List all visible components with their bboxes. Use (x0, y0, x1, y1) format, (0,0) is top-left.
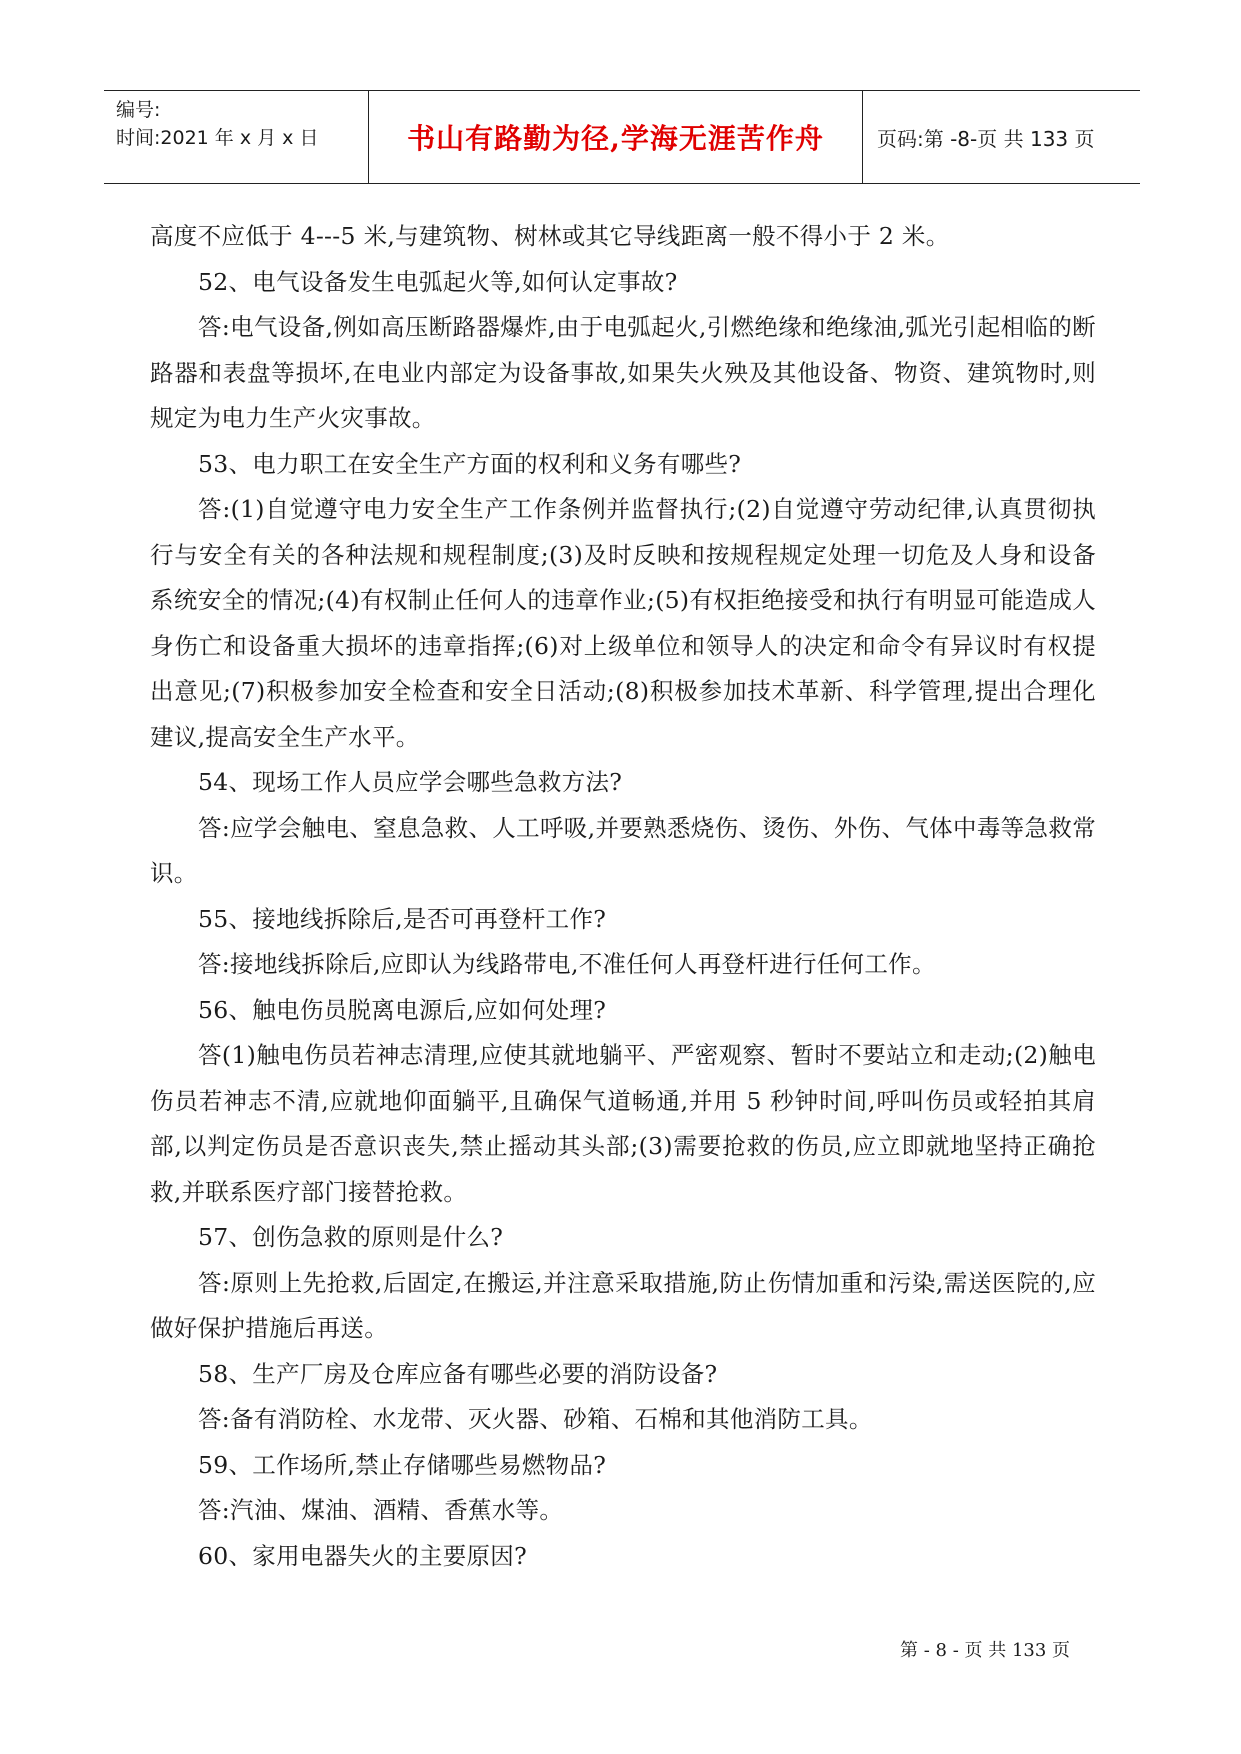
answer-53: 答:(1)自觉遵守电力安全生产工作条例并监督执行;(2)自觉遵守劳动纪律,认真贯彻执行与安全有关的各种法规和规程制度;(3)及时反映和按规程规定处理一切危及人身和设备系统安全的情况;(4)有权制止任何人的违章作业;(5)有权拒绝接受和执行有明显可能造成人身伤亡和设备重大损坏的违章指挥;(6)对上级单位和领导人的决定和命令有异议时有权提出意见;(7)积极参加安全检查和安全日活动;(8)积极参加技术革新、科学管理,提出合理化建议,提高安全生产水平。 (150, 495, 1096, 751)
question-58: 58、生产厂房及仓库应备有哪些必要的消防设备? (198, 1359, 718, 1388)
question-52: 52、电气设备发生电弧起火等,如何认定事故? (198, 267, 678, 296)
answer-57: 答:原则上先抢救,后固定,在搬运,并注意采取措施,防止伤情加重和污染,需送医院的,应做好保护措施后再送。 (150, 1268, 1096, 1342)
document-body (150, 214, 1096, 1579)
answer-58: 答:备有消防栓、水龙带、灭火器、砂箱、石棉和其他消防工具。 (198, 1405, 873, 1433)
question-56: 56、触电伤员脱离电源后,应如何处理? (198, 995, 607, 1024)
document-number-label: 编号: (116, 99, 161, 121)
question-57: 57、创伤急救的原则是什么? (198, 1223, 504, 1251)
document-time-label: 时间:2021 年 x 月 x 日 (116, 127, 319, 149)
question-59: 59、工作场所,禁止存储哪些易燃物品? (198, 1450, 607, 1479)
question-53: 53、电力职工在安全生产方面的权利和义务有哪些? (198, 449, 742, 478)
question-55: 55、接地线拆除后,是否可再登杆工作? (198, 904, 607, 933)
answer-56: 答(1)触电伤员若神志清理,应使其就地躺平、严密观察、暂时不要站立和走动;(2)触电伤员若神志不清,应就地仰面躺平,且确保气道畅通,并用 5 秒钟时间,呼叫伤员或轻拍其肩部,以判定伤员是否意识丧失,禁止摇动其头部;(3)需要抢救的伤员,应立即就地坚持正确抢救,并联系医疗部门接替抢救。 (150, 1041, 1096, 1206)
header-motto-cell (369, 91, 863, 183)
header-meta-cell (104, 91, 369, 183)
header-page-cell (863, 91, 1140, 183)
answer-54: 答:应学会触电、窒息急救、人工呼吸,并要熟悉烧伤、烫伤、外伤、气体中毒等急救常识。 (150, 813, 1096, 887)
body-paragraph: 高度不应低于 4---5 米,与建筑物、树林或其它导线距离一般不得小于 2 米。 (150, 222, 950, 250)
question-60: 60、家用电器失火的主要原因? (198, 1541, 528, 1570)
answer-55: 答:接地线拆除后,应即认为线路带电,不准任何人再登杆进行任何工作。 (198, 950, 936, 978)
answer-59: 答:汽油、煤油、酒精、香蕉水等。 (198, 1496, 564, 1524)
answer-52: 答:电气设备,例如高压断路器爆炸,由于电弧起火,引燃绝缘和绝缘油,弧光引起相临的断路器和表盘等损坏,在电业内部定为设备事故,如果失火殃及其他设备、物资、建筑物时,则规定为电力生产火灾事故。 (150, 313, 1096, 432)
page-header (104, 90, 1140, 184)
page-footer: 第 - 8 - 页 共 133 页 (900, 1640, 1071, 1661)
header-motto: 书山有路勤为径,学海无涯苦作舟 (407, 122, 824, 155)
header-page-code: 页码:第 -8-页 共 133 页 (877, 126, 1095, 151)
question-54: 54、现场工作人员应学会哪些急救方法? (198, 768, 623, 796)
